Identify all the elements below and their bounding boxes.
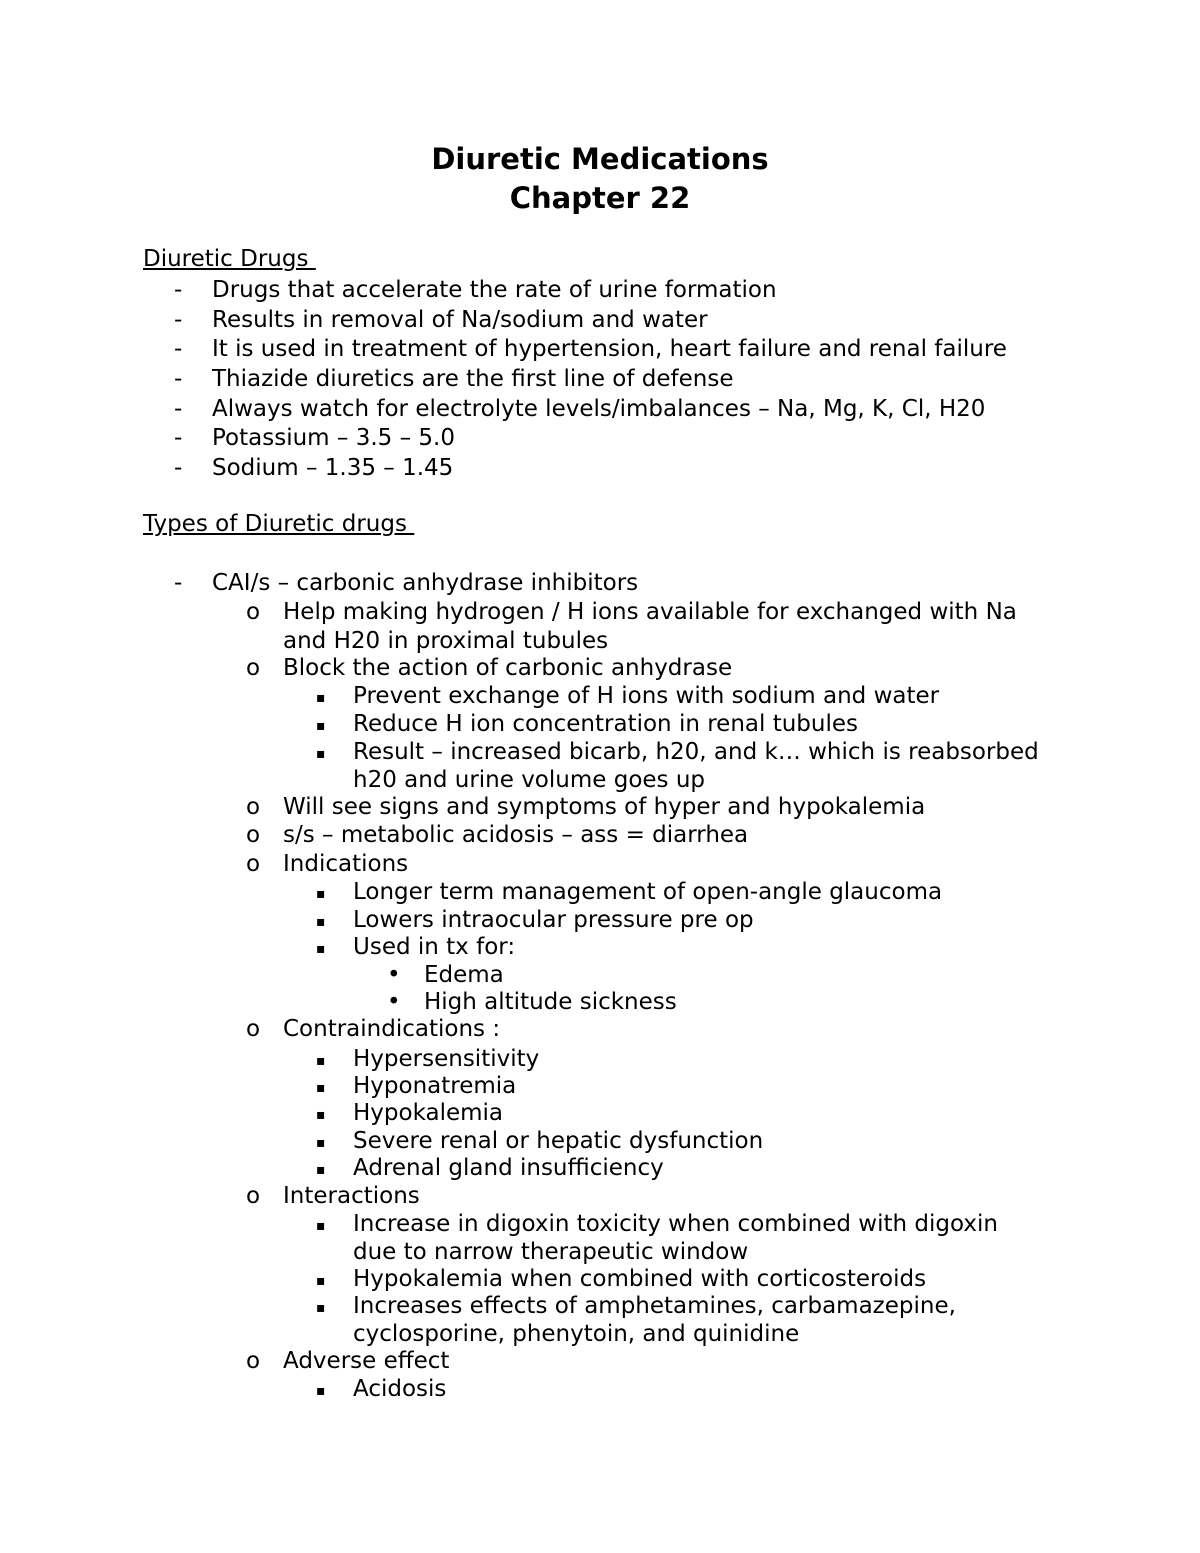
- list-item-continuation: cyclosporine, phenytoin, and quinidine: [353, 1321, 800, 1347]
- square-bullet: ▪: [316, 1273, 326, 1289]
- square-bullet: ▪: [316, 886, 326, 902]
- square-bullet: ▪: [316, 746, 326, 762]
- dash-bullet: -: [174, 336, 183, 362]
- list-item-continuation: due to narrow therapeutic window: [353, 1239, 749, 1265]
- dot-bullet: •: [387, 962, 401, 988]
- circle-bullet: o: [246, 851, 261, 877]
- section-heading-types-of-diuretic-drugs: Types of Diuretic drugs: [143, 511, 415, 537]
- circle-bullet: o: [246, 822, 261, 848]
- dash-bullet: -: [174, 277, 183, 303]
- square-bullet: ▪: [316, 1162, 326, 1178]
- square-bullet: ▪: [316, 914, 326, 930]
- circle-bullet: o: [246, 599, 261, 625]
- square-bullet: ▪: [316, 718, 326, 734]
- square-bullet: ▪: [316, 690, 326, 706]
- dash-bullet: -: [174, 455, 183, 481]
- circle-bullet: o: [246, 1183, 261, 1209]
- circle-bullet: o: [246, 655, 261, 681]
- dash-bullet: -: [174, 366, 183, 392]
- square-bullet: ▪: [316, 1107, 326, 1123]
- section-heading-diuretic-drugs: Diuretic Drugs: [143, 246, 316, 272]
- square-bullet: ▪: [316, 1135, 326, 1151]
- square-bullet: ▪: [316, 941, 326, 957]
- dash-bullet: -: [174, 570, 183, 596]
- list-item-continuation: h20 and urine volume goes up: [353, 767, 706, 793]
- circle-bullet: o: [246, 1016, 261, 1042]
- dash-bullet: -: [174, 425, 183, 451]
- square-bullet: ▪: [316, 1300, 326, 1316]
- dot-bullet: •: [387, 989, 401, 1015]
- list-item-continuation: and H20 in proximal tubules: [283, 628, 609, 654]
- document-title: Diuretic Medications: [431, 142, 769, 176]
- dash-bullet: -: [174, 307, 183, 333]
- chapter-title: Chapter 22: [509, 181, 691, 215]
- circle-bullet: o: [246, 794, 261, 820]
- document-page: Diuretic Medications Chapter 22 Diuretic Drugs - Drugs that accelerate the rate of urine formation - Results in removal of Na/sodium and water - It is used in treatment of hypertension, heart failure and renal failure - Thiazide diuretics are the first line of defense - Always watch for electrolyte levels/imbalances – Na, Mg, K, Cl, H20 - Potassium – 3.5 – 5.0 - Sodium – 1.35 – 1.45 Types of Diuretic drugs - CAI/s – carbonic anhydrase inhibitors o Help making hydrogen / H ions available for exchanged with Na and H20 in proximal tubules o Block the action of carbonic anhydrase ▪ Prevent exchange of H ions with sodium and water ▪ Reduce H ion concentration in renal tubules ▪ Result – increased bicarb, h20, and k… which is reabsorbed h20 and urine volume goes up o Will see signs and symptoms of hyper and hypokalemia o s/s – metabolic acidosis – ass = diarrhea o Indications ▪ Longer term management of open-angle glaucoma ▪ Lowers intraocular pressure pre op ▪ Used in tx for: • Edema • High altitude sickness o Contraindications : ▪ Hypersensitivity ▪ Hyponatremia ▪ Hypokalemia ▪ Severe renal or hepatic dysfunction ▪ Adrenal gland insufficiency o Interactions ▪ Increase in digoxin toxicity when combined with digoxin due to narrow therapeutic window ▪ Hypokalemia when combined with corticosteroids ▪ Increases effects of amphetamines, carbamazepine, cyclosporine, phenytoin, and quinidine o Adverse effect ▪ Acidosis: [0, 0, 1200, 1553]
- dash-bullet: -: [174, 396, 183, 422]
- square-bullet: ▪: [316, 1053, 326, 1069]
- square-bullet: ▪: [316, 1080, 326, 1096]
- square-bullet: ▪: [316, 1383, 326, 1399]
- square-bullet: ▪: [316, 1218, 326, 1234]
- circle-bullet: o: [246, 1348, 261, 1374]
